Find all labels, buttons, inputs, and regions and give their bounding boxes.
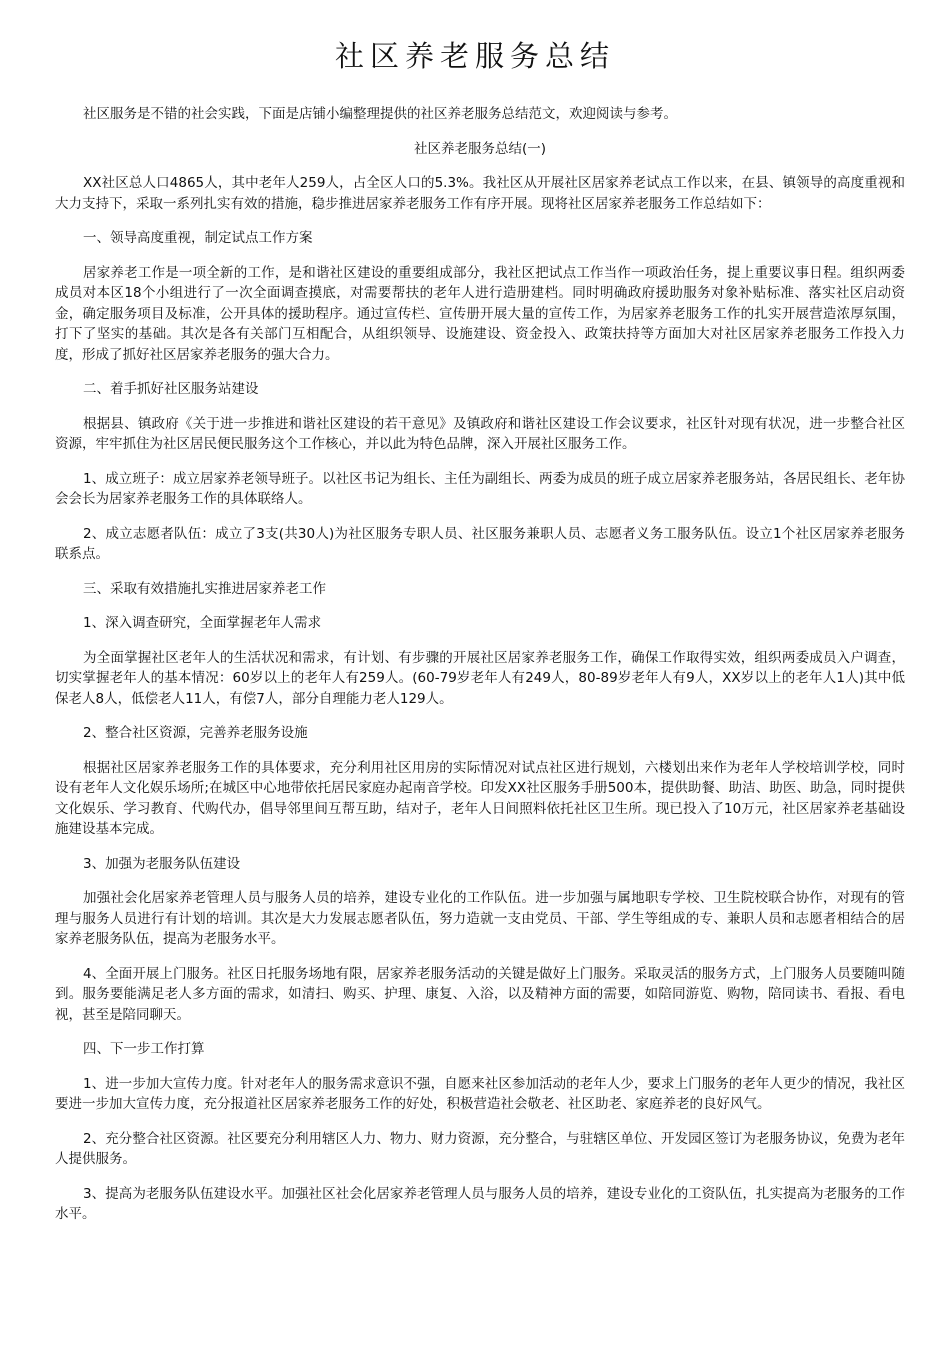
paragraph: 为全面掌握社区老年人的生活状况和需求，有计划、有步骤的开展社区居家养老服务工作，确保工作取得实效，组织两委成员入户调查，切实掌握老年人的基本情况：60岁以上的老年人有259人。(60-79岁老年人有249人，80-89岁老年人有9人，XX岁以上的老年人1人)其中低保老人8人，低偿老人11人，有偿7人，部分自理能力老人129人。 <box>55 649 905 707</box>
paragraph: 根据社区居家养老服务工作的具体要求，充分利用社区用房的实际情况对试点社区进行规划，六楼划出来作为老年人学校培训学校，同时设有老年人文化娱乐场所;在城区中心地带依托居民家庭办起南音学校。印发XX社区服务手册500本，提供助餐、助洁、助医、助急，同时提供文化娱乐、学习教育、代购代办，倡导邻里间互帮互助，结对子，老年人日间照料依托社区卫生所。现已投入了10万元，社区居家养老基础设施建设基本完成。 <box>55 759 905 837</box>
subheading: 3、加强为老服务队伍建设 <box>83 855 241 872</box>
subheading: 1、深入调查研究，全面掌握老年人需求 <box>83 615 322 631</box>
paragraph: 2、充分整合社区资源。社区要充分利用辖区人力、物力、财力资源，充分整合，与驻辖区单位、开发园区签订为老服务协议，免费为老年人提供服务。 <box>55 1130 905 1167</box>
section-subtitle: 社区养老服务总结(一) <box>413 140 547 157</box>
document-body <box>55 104 905 1239</box>
paragraph: 加强社会化居家养老管理人员与服务人员的培养，建设专业化的工作队伍。进一步加强与属地职专学校、卫生院校联合协作，对现有的管理与服务人员进行有计划的培训。其次是大力发展志愿者队伍，努力造就一支由党员、干部、学生等组成的专、兼职人员和志愿者相结合的居家养老服务队伍，提高为老服务水平。 <box>55 890 905 947</box>
paragraph-summary: XX社区总人口4865人，其中老年人259人，占全区人口的5.3%。我社区从开展社区居家养老试点工作以来，在县、镇领导的高度重视和大力支持下，采取一系列扎实有效的措施，稳步推进居家养老服务工作有序开展。现将社区居家养老服务工作总结如下： <box>55 175 905 212</box>
paragraph: 3、提高为老服务队伍建设水平。加强社区社会化居家养老管理人员与服务人员的培养，建设专业化的工资队伍，扎实提高为老服务的工作水平。 <box>55 1185 905 1222</box>
heading-section-2: 二、着手抓好社区服务站建设 <box>83 381 259 397</box>
paragraph: 2、成立志愿者队伍：成立了3支(共30人)为社区服务专职人员、社区服务兼职人员、志愿者义务工服务队伍。设立1个社区居家养老服务联系点。 <box>55 525 905 562</box>
paragraph: 居家养老工作是一项全新的工作，是和谐社区建设的重要组成部分，我社区把试点工作当作一项政治任务，提上重要议事日程。组织两委成员对本区18个小组进行了一次全面调查摸底，对需要帮扶的老年人进行造册建档。同时明确政府援助服务对象补贴标准、落实社区启动资金，确定服务项目及标准，公开具体的援助程序。通过宣传栏、宣传册开展大量的宣传工作，为居家养老服务工作的扎实开展营造浓厚氛围，打下了坚实的基础。其次是各有关部门互相配合，从组织领导、设施建设、资金投入、政策扶持等方面加大对社区居家养老服务工作投入力度，形成了抓好社区居家养老服务的强大合力。 <box>55 264 905 363</box>
heading-section-1: 一、领导高度重视，制定试点工作方案 <box>83 230 313 246</box>
heading-section-3: 三、采取有效措施扎实推进居家养老工作 <box>83 580 326 597</box>
heading-section-4: 四、下一步工作打算 <box>83 1041 205 1057</box>
paragraph: 4、全面开展上门服务。社区日托服务场地有限，居家养老服务活动的关键是做好上门服务。采取灵活的服务方式，上门服务人员要随叫随到。服务要能满足老人多方面的需求，如清扫、购买、护理、康复、入浴，以及精神方面的需要，如陪同游览、购物，陪同读书、看报、看电视，甚至是陪同聊天。 <box>55 965 905 1023</box>
subheading: 2、整合社区资源，完善养老服务设施 <box>83 725 308 741</box>
document-title: 社区养老服务总结 <box>334 39 615 73</box>
intro-paragraph: 社区服务是不错的社会实践，下面是店铺小编整理提供的社区养老服务总结范文，欢迎阅读与参考。 <box>83 106 677 122</box>
paragraph: 1、成立班子：成立居家养老领导班子。以社区书记为组长、主任为副组长、两委为成员的班子成立居家养老服务站，各居民组长、老年协会会长为居家养老服务工作的具体联络人。 <box>55 470 905 507</box>
paragraph: 1、进一步加大宣传力度。针对老年人的服务需求意识不强，自愿来社区参加活动的老年人少，要求上门服务的老年人更少的情况，我社区要进一步加大宣传力度，充分报道社区居家养老服务工作的好处，积极营造社会敬老、社区助老、家庭养老的良好风气。 <box>55 1075 905 1112</box>
paragraph: 根据县、镇政府《关于进一步推进和谐社区建设的若干意见》及镇政府和谐社区建设工作会议要求，社区针对现有状况，进一步整合社区资源，牢牢抓住为社区居民便民服务这个工作核心，并以此为特色品牌，深入开展社区服务工作。 <box>55 415 905 452</box>
